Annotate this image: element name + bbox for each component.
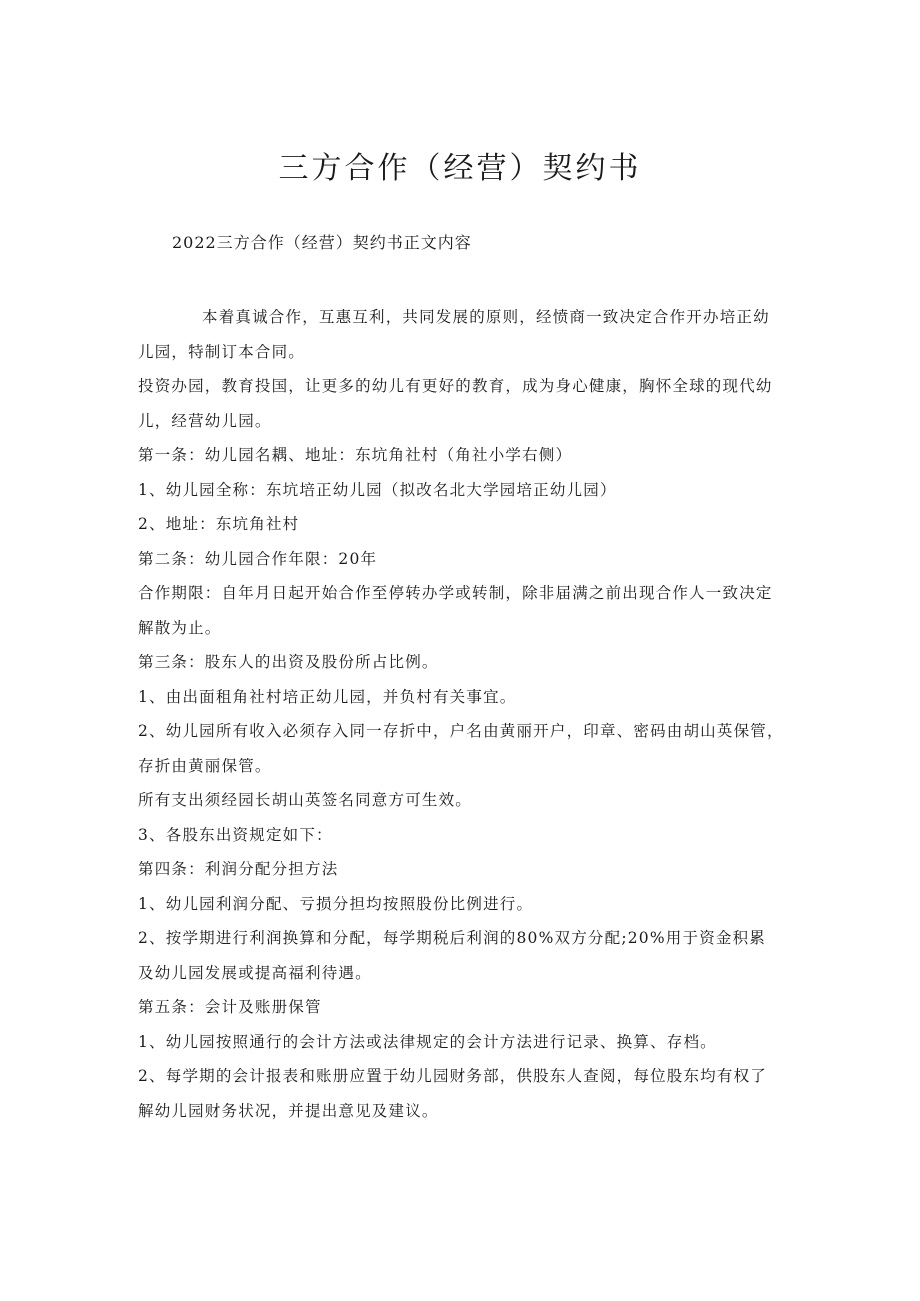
body-line: 1、幼儿园按照通行的会计方法或法律规定的会计方法进行记录、换算、存档。	[138, 1032, 717, 1051]
article-heading: 第二条：幼儿园合作年限：20年	[138, 549, 378, 568]
body-line: 1、由出面租角社村培正幼儿园，并负村有关事宜。	[138, 687, 517, 706]
body-line: 1、幼儿园利润分配、亏损分担均按照股份比例进行。	[138, 894, 534, 913]
document-body	[138, 300, 798, 1128]
body-line: 2、每学期的会计报表和账册应置于幼儿园财务部，供股东人查阅，每位股东均有权了	[138, 1067, 767, 1085]
body-line: 存折由黄丽保管。	[138, 756, 272, 775]
body-line: 解幼儿园财务状况，并提出意见及建议。	[138, 1101, 439, 1120]
body-line: 儿，经营幼儿园。	[138, 411, 272, 430]
body-line: 儿园，特制订本合同。	[138, 342, 306, 361]
article-heading: 第一条：幼儿园名耦、地址：东坑角社村（角社小学右侧）	[138, 446, 573, 464]
body-line: 本着真诚合作，互惠互利，共同发展的原则，经愤商一致决定合作开办培正幼	[202, 308, 770, 326]
article-heading: 第四条：利润分配分担方法	[138, 860, 339, 878]
body-line: 投资办园，教育投国，让更多的幼儿有更好的教育，成为身心健康，胸怀全球的现代幼	[138, 377, 773, 395]
body-line: 所有支出须经园长胡山英签名同意方可生效。	[138, 791, 473, 809]
article-heading: 第五条：会计及账册保管	[138, 998, 322, 1016]
body-line: 2、地址：东坑角社村	[138, 515, 300, 533]
body-line: 2、幼儿园所有收入必须存入同一存折中，户名由黄丽开户，印章、密码由胡山英保管，	[138, 722, 784, 740]
article-heading: 第三条：股东人的出资及股份所占比例。	[138, 653, 439, 671]
document-subtitle: 2022三方合作（经营）契约书正文内容	[172, 233, 472, 252]
document-title: 三方合作（经营）契约书	[278, 151, 642, 186]
body-line: 合作期限：自年月日起开始合作至停转办学或转制，除非届满之前出现合作人一致决定	[138, 584, 773, 602]
body-line: 3、各股东出资规定如下：	[138, 825, 333, 844]
body-line: 1、幼儿园全称：东坑培正幼儿园（拟改名北大学园培正幼儿园）	[138, 480, 617, 499]
body-line: 解散为止。	[138, 618, 222, 637]
body-line: 2、按学期进行利润换算和分配，每学期税后利润的80%双方分配;20%用于资金积累	[138, 929, 766, 947]
body-line: 及幼儿园发展或提高福利待遇。	[138, 963, 372, 982]
